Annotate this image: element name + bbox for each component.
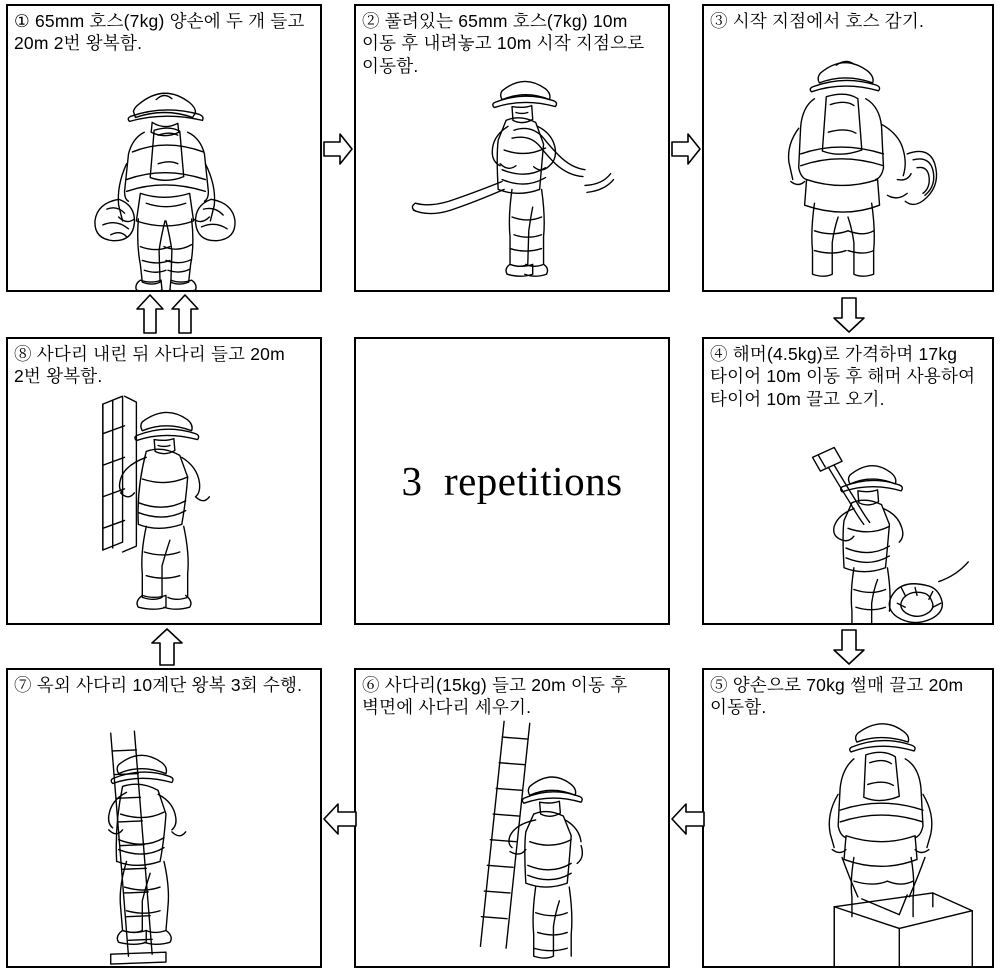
step-3-caption: ③ 시작 지점에서 호스 감기. [710,11,925,31]
step-2-caption: ② 풀려있는 65mm 호스(7kg) 10m 이동 후 내려놓고 10m 시작 지점으로 이동함. [362,11,650,76]
center-repetitions-box [354,337,670,625]
step-5-panel [702,668,994,968]
firefighter-rolling-hose-illustration [704,6,992,290]
step-8-caption: ⑧ 사다리 내린 뒤 사다리 들고 20m 2번 왕복함. [14,344,290,387]
arrow-1-to-2 [322,130,354,168]
firefighter-hammer-and-tire-illustration [704,339,992,623]
firefighter-carrying-two-hoses-illustration [8,6,320,290]
arrow-5-to-6 [670,800,706,838]
step-3-panel [702,4,994,292]
step-7-caption: ⑦ 옥외 사다리 10계단 왕복 3회 수행. [14,675,303,695]
arrow-2-to-3 [670,130,702,168]
step-4-caption: ④ 해머(4.5kg)로 가격하며 17kg 타이어 10m 이동 후 해머 사용하여 타이어 10m 끌고 오기. [710,344,981,409]
step-1-caption: ① 65mm 호스(7kg) 양손에 두 개 들고 20m 2번 왕복함. [14,11,310,54]
firefighter-carrying-ladder-illustration [8,339,320,623]
step-4-panel [702,337,994,625]
firefighter-climbing-ladder-illustration [8,670,320,966]
step-2-panel [354,4,670,292]
arrow-4-to-5 [832,628,866,666]
step-1-panel [6,4,322,292]
firefighter-raising-ladder-illustration [356,670,668,966]
step-6-caption: ⑥ 사다리(15kg) 들고 20m 이동 후 벽면에 사다리 세우기. [362,675,633,718]
arrow-7-to-8 [150,627,184,667]
step-5-caption: ⑤ 양손으로 70kg 썰매 끌고 20m 이동함. [710,675,969,718]
step-7-panel [6,668,322,968]
arrow-8-to-1 [136,293,202,335]
arrow-3-to-4 [832,296,866,334]
arrow-6-to-7 [322,800,358,838]
firefighter-pulling-sled-illustration [704,670,992,966]
firefighter-dragging-hose-illustration [356,6,668,290]
step-8-panel [6,337,322,625]
repetitions-label: 3 repetitions [401,458,623,504]
step-6-panel [354,668,670,968]
